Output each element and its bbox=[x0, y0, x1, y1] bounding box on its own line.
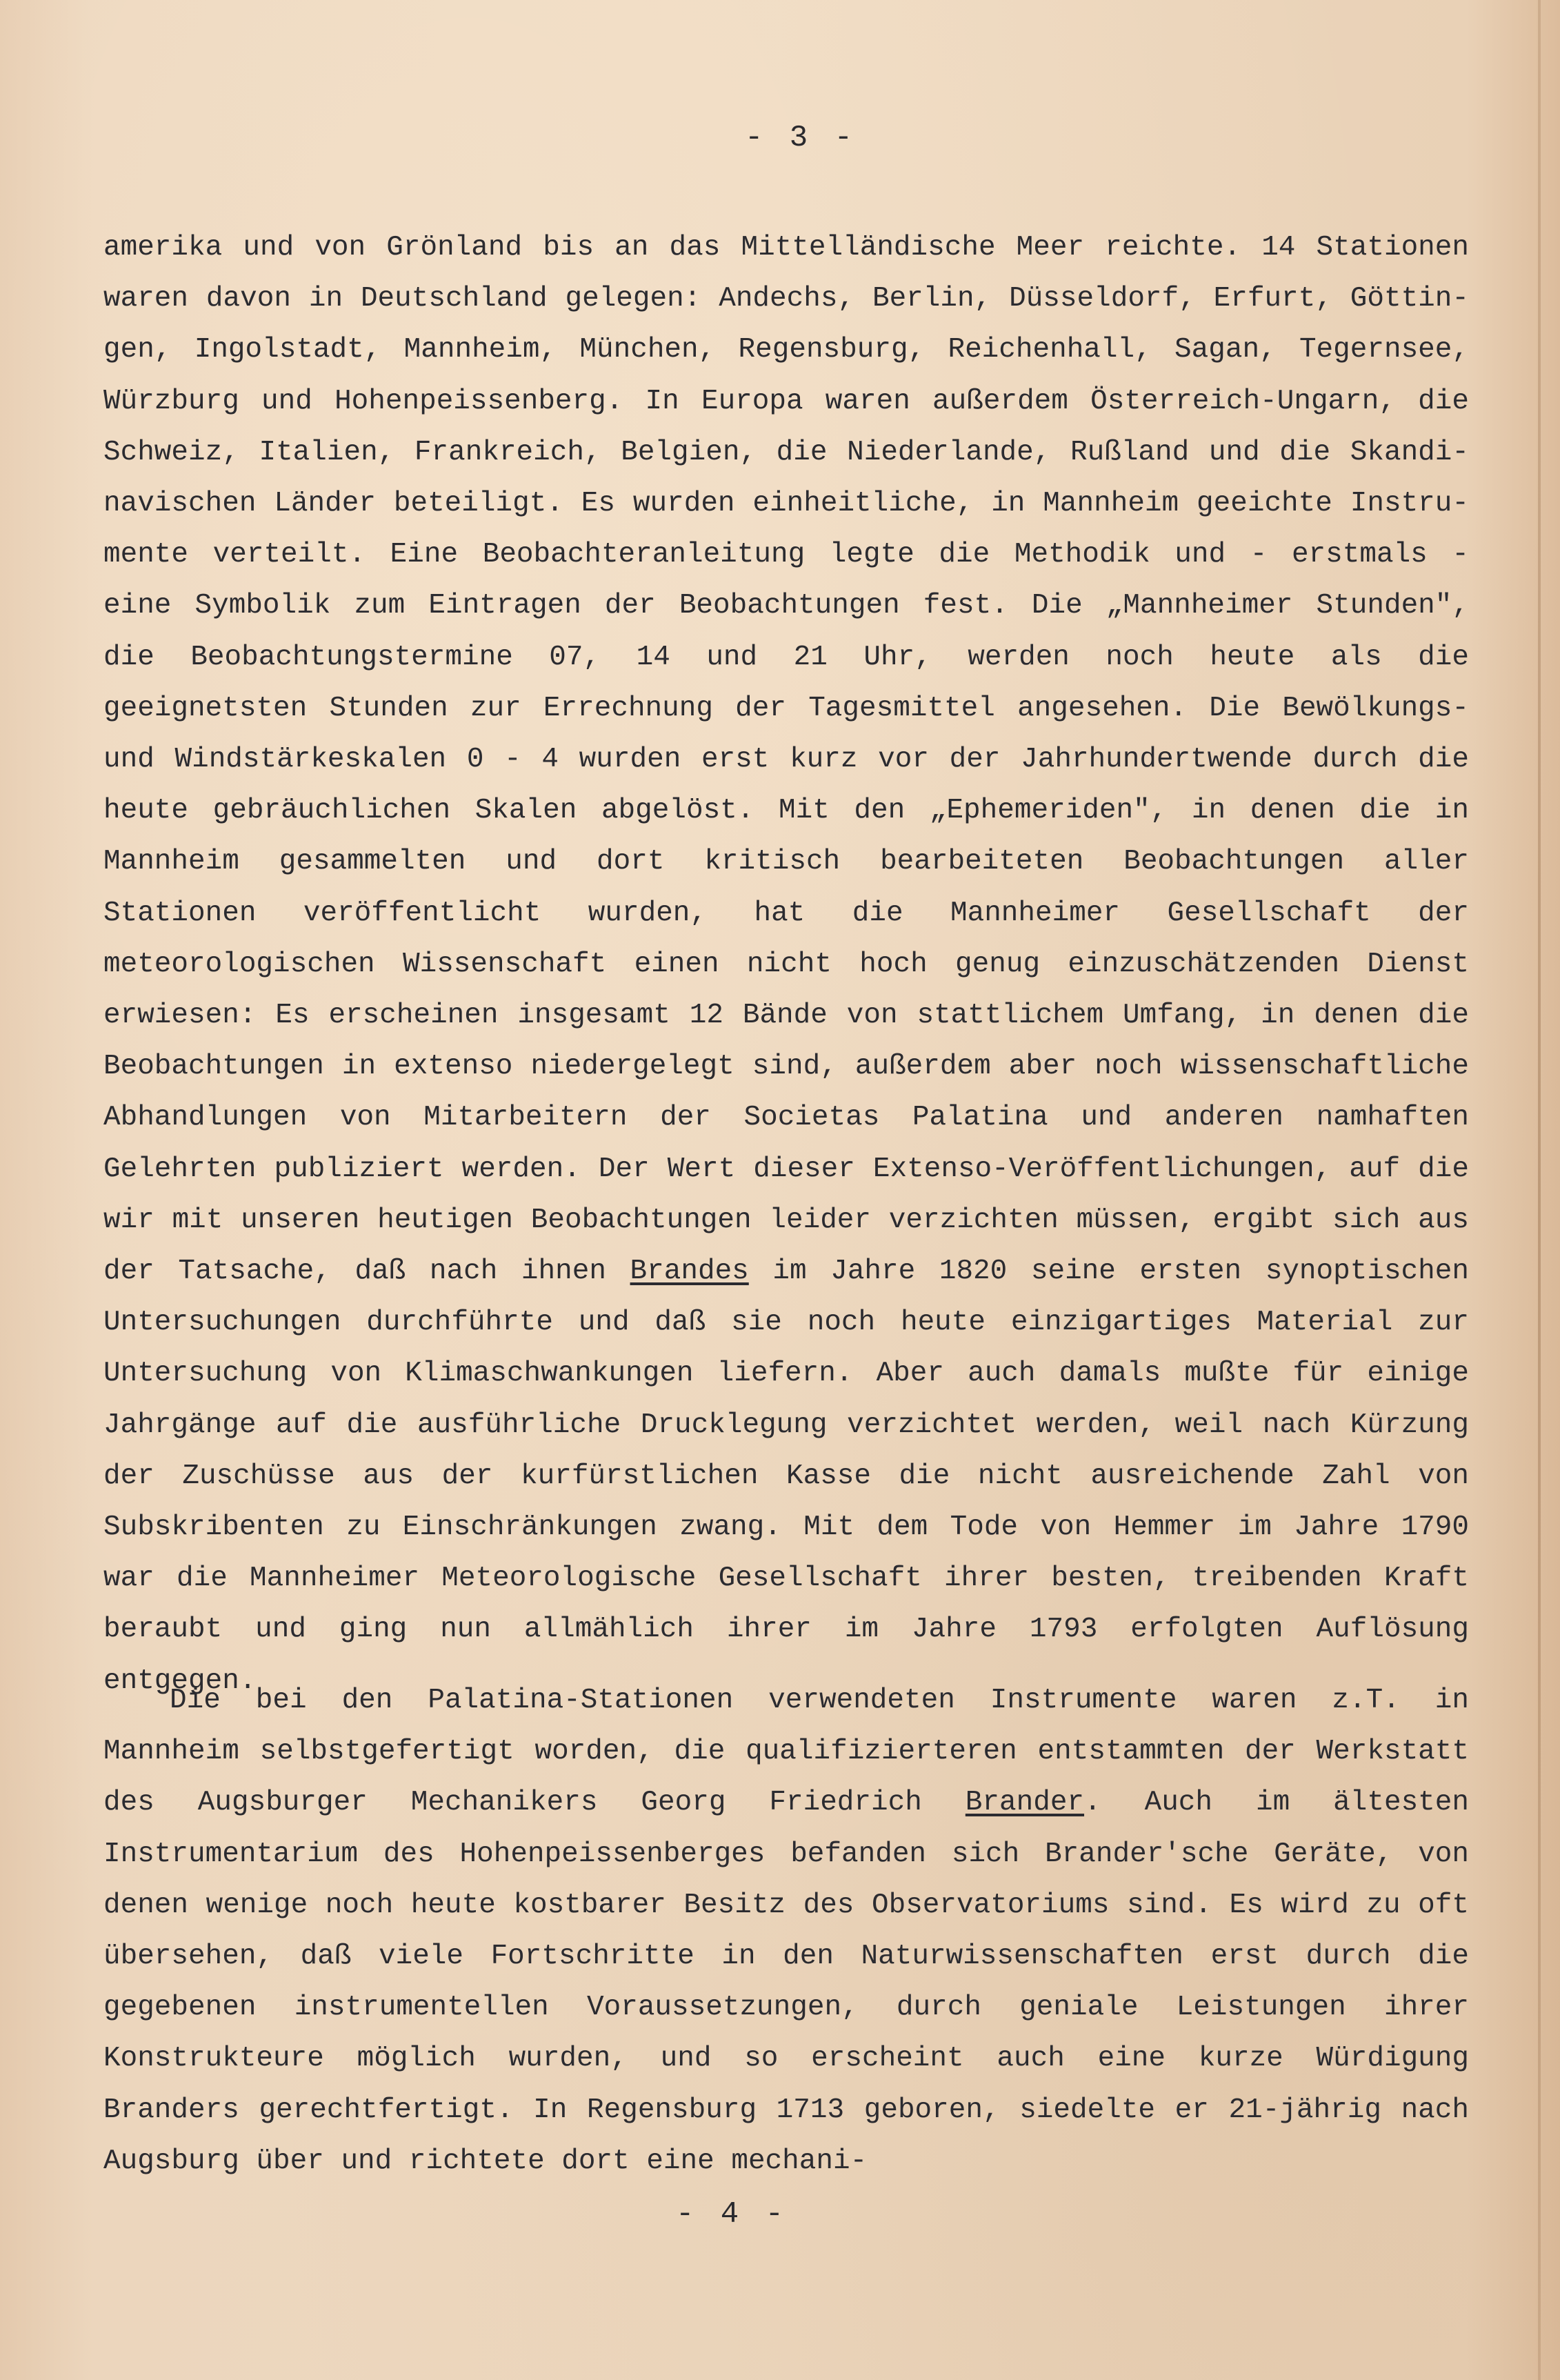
paragraph-1-text-a: amerika und von Grönland bis an das Mittelländische Meer reichte. 14 Stationen waren davon in Deutschland gelegen: Andechs, Berlin, Düsseldorf, Erfurt, Göttingen, Ingolstadt, Mannheim, München, Regensburg, Reichenhall, Sagan, Tegernsee, Würzburg und Hohenpeissenberg. In Europa waren außerdem Österreich-Ungarn, die Schweiz, Italien, Frankreich, Belgien, die Niederlande, Rußland und die Skandinavischen Länder beteiligt. Es wurden einheitliche, in Mannheim geeichte Instrumente verteilt. Eine Beobachteranleitung legte die Methodik und - erstmals - eine Symbolik zum Eintragen der Beobachtungen fest. Die „Mannheimer Stunden", die Beobachtungstermine 07, 14 und 21 Uhr, werden noch heute als die geeignetsten Stunden zur Errechnung der Tagesmittel angesehen. Die Bewölkungs- und Windstärkeskalen 0 - 4 wurden erst kurz vor der Jahrhundertwende durch die heute gebräuchlichen Skalen abgelöst. Mit den „Ephemeriden", in denen die in Mannheim gesammelten und dort kritisch bearbeiteten Beobachtungen aller Stationen veröffentlicht wurden, hat die Mannheimer Gesellschaft der meteorologischen Wissenschaft einen nicht hoch genug einzuschätzenden Dienst erwiesen: Es erscheinen insgesamt 12 Bände von stattlichem Umfang, in denen die Beobachtungen in extenso niedergelegt sind, außerdem aber noch wissenschaftliche Abhandlungen von Mitarbeitern der Societas Palatina und anderen namhaften Gelehrten publiziert werden. Der Wert dieser Extenso-Veröffentlichungen, auf die wir mit unseren heutigen Beobachtungen leider verzichten müssen, ergibt sich aus der Tatsache, daß nach ihnen bbox=[103, 232, 1469, 1288]
underlined-name-brander: Brander bbox=[965, 1787, 1085, 1819]
page-fold-shadow bbox=[1538, 0, 1541, 2380]
page-number-top: - 3 - bbox=[744, 121, 857, 155]
paragraph-2-text-a: Die bei den Palatina-Stationen verwendeten Instrumente waren z.T. in Mannheim selbstgefertigt worden, die qualifizierteren entstammten der Werkstatt des Augsburger Mechanikers Georg Friedrich bbox=[103, 1685, 1469, 1819]
paragraph-1 bbox=[103, 222, 1469, 1707]
page-number-bottom: - 4 - bbox=[675, 2197, 788, 2232]
underlined-name-brandes: Brandes bbox=[630, 1256, 749, 1288]
paragraph-1-text-b: im Jahre 1820 seine ersten synoptischen Untersuchungen durchführte und daß sie noch heute einzigartiges Material zur Untersuchung von Klimaschwankungen liefern. Aber auch damals mußte für einige Jahrgänge auf die ausführliche Drucklegung verzichtet werden, weil nach Kürzung der Zuschüsse aus der kurfürstlichen Kasse die nicht ausreichende Zahl von Subskribenten zu Einschränkungen zwang. Mit dem Tode von Hemmer im Jahre 1790 war die Mannheimer Meteorologische Gesellschaft ihrer besten, treibenden Kraft beraubt und ging nun allmählich ihrer im Jahre 1793 erfolgten Auflösung entgegen. bbox=[103, 1256, 1469, 1697]
paragraph-2-text-b: . Auch im ältesten Instrumentarium des Hohenpeissenberges befanden sich Brander'sche Geräte, von denen wenige noch heute kostbarer Besitz des Observatoriums sind. Es wird zu oft übersehen, daß viele Fortschritte in den Naturwissenschaften erst durch die gegebenen instrumentellen Voraussetzungen, durch geniale Leistungen ihrer Konstrukteure möglich wurden, und so erscheint auch eine kurze Würdigung Branders gerechtfertigt. In Regensburg 1713 geboren, siedelte er 21-jährig nach Augsburg über und richtete dort eine mechani- bbox=[103, 1787, 1469, 2177]
paragraph-2 bbox=[103, 1675, 1469, 2187]
